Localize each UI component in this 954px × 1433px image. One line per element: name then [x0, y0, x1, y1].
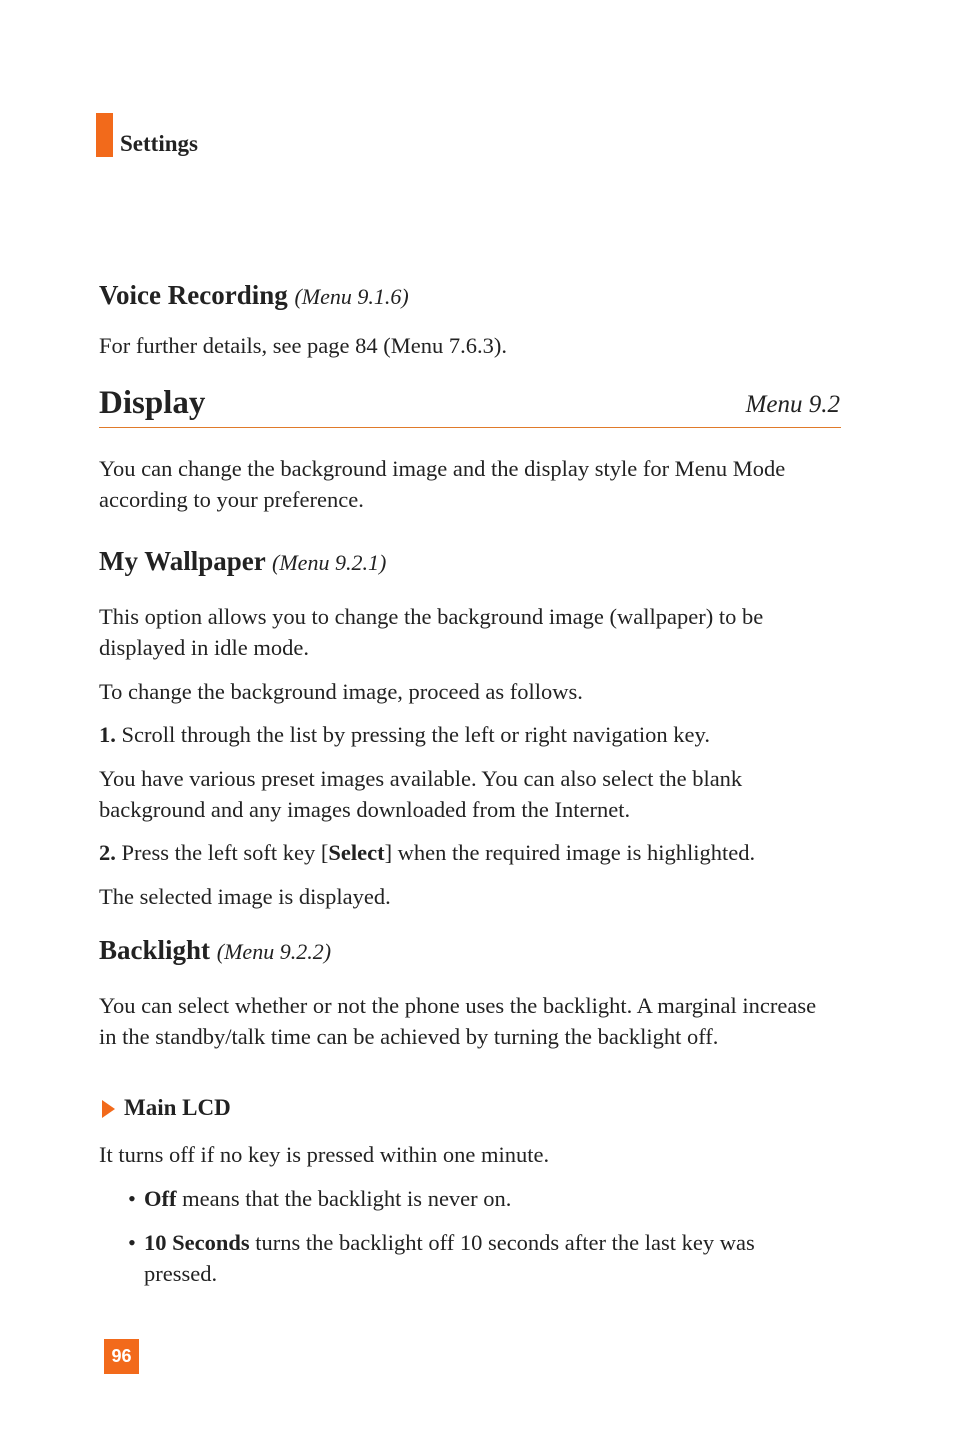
list-item: [128, 1183, 828, 1214]
wallpaper-paragraph-4: The selected image is displayed.: [99, 884, 391, 909]
heading-rule: [99, 427, 841, 428]
backlight-paragraph-1: You can select whether or not the phone uses the backlight. A marginal increase in the standby/talk time can be achieved by turning the backlight off.: [99, 993, 817, 1049]
display-menu-ref: Menu 9.2: [745, 391, 840, 418]
softkey-label: Select: [328, 840, 385, 865]
wallpaper-paragraph-2: To change the background image, proceed as follows.: [99, 679, 583, 704]
display-intro: You can change the background image and the display style for Menu Mode according to your preference.: [99, 456, 786, 512]
page-number: 96: [104, 1339, 139, 1374]
option-term: Off: [144, 1186, 177, 1211]
voice-recording-heading: [99, 280, 409, 311]
option-description: means that the backlight is never on.: [176, 1186, 512, 1211]
wallpaper-menu-ref: (Menu 9.2.1): [272, 550, 387, 575]
main-lcd-text: It turns off if no key is pressed within one minute.: [99, 1142, 550, 1167]
step-text: Scroll through the list by pressing the left or right navigation key.: [121, 722, 710, 747]
backlight-menu-ref: (Menu 9.2.2): [216, 939, 332, 964]
bullet-dot-icon: •: [128, 1186, 136, 1211]
voice-recording-menu-ref: (Menu 9.1.6): [294, 284, 409, 309]
section-marker: [96, 113, 113, 157]
display-heading: Display: [99, 385, 206, 421]
option-description: turns the backlight off 10 seconds after the last key was pressed.: [144, 1230, 755, 1286]
wallpaper-title: My Wallpaper: [99, 546, 266, 576]
step-number: 1.: [99, 722, 116, 747]
wallpaper-step-2: [99, 837, 829, 868]
step-text-pre: Press the left soft key [: [121, 840, 329, 865]
voice-recording-text: For further details, see page 84 (Menu 7.6.3).: [99, 333, 508, 358]
step-number: 2.: [99, 840, 116, 865]
wallpaper-heading: [99, 546, 386, 577]
option-term: 10 Seconds: [144, 1230, 250, 1255]
backlight-title: Backlight: [99, 935, 211, 965]
wallpaper-paragraph-1: This option allows you to change the background image (wallpaper) to be displayed in idle mode.: [99, 604, 764, 660]
wallpaper-paragraph-3: You have various preset images available. You can also select the blank background and any images downloaded from the Internet.: [99, 766, 743, 822]
main-lcd-heading: Main LCD: [124, 1095, 231, 1120]
section-header: Settings: [120, 131, 198, 156]
step-text-post: ] when the required image is highlighted.: [384, 840, 756, 865]
wallpaper-step-1: [99, 719, 829, 750]
backlight-heading: [99, 935, 331, 966]
voice-recording-title: Voice Recording: [99, 280, 288, 310]
list-item: [128, 1227, 828, 1289]
bullet-dot-icon: •: [128, 1230, 136, 1255]
triangle-bullet-icon: [102, 1100, 115, 1118]
